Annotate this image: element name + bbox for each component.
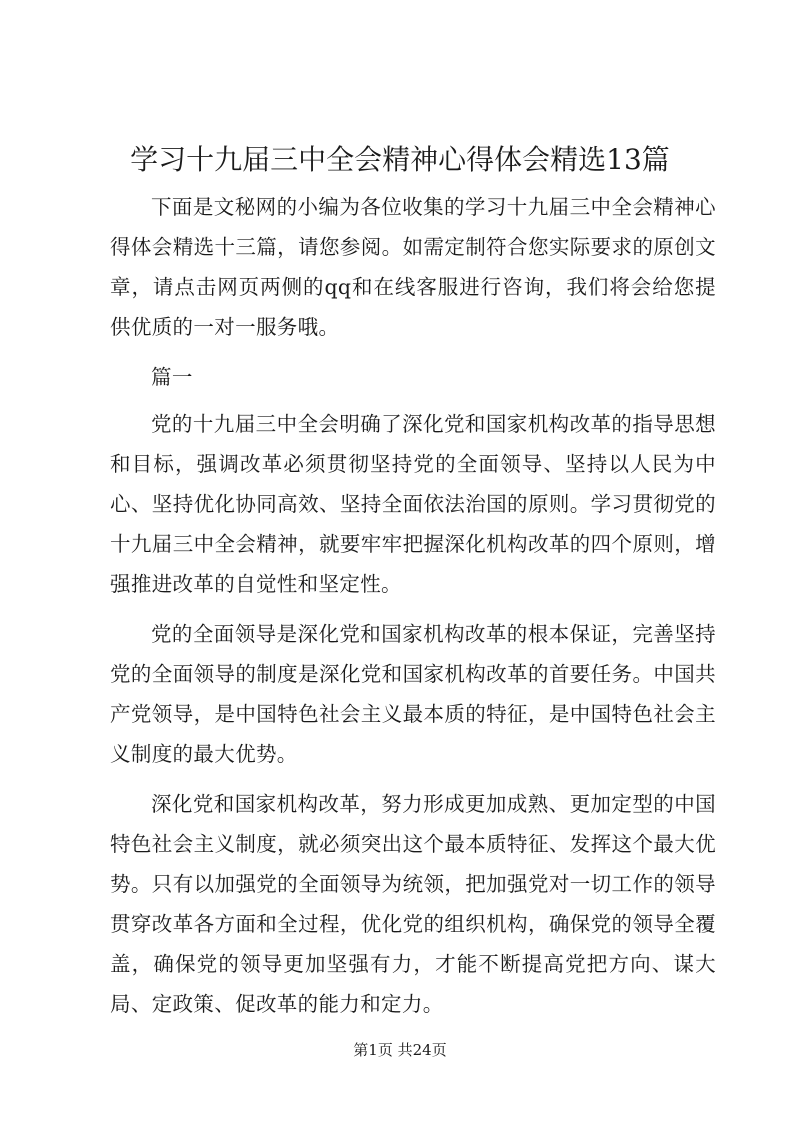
document-title: 学习十九届三中全会精神心得体会精选13篇 [130,143,670,176]
body-paragraph: 党的十九届三中全会明确了深化党和国家机构改革的指导思想和目标，强调改革必须贯彻坚持党的全面领导、坚持以人民为中心、坚持优化协同高效、坚持全面依法治国的原则。学习贯彻党的十九届三中全会精神，就要牢牢把握深化机构改革的四个原则，增强推进改革的自觉性和坚定性。 [110,412,716,596]
body-paragraph: 深化党和国家机构改革，努力形成更加成熟、更加定型的中国特色社会主义制度，就必须突出这个最本质特征、发挥这个最大优势。只有以加强党的全面领导为统领，把加强党对一切工作的领导贯穿改革各方面和全过程，优化党的组织机构，确保党的领导全覆盖，确保党的领导更加坚强有力，才能不断提高党把方向、谋大局、定政策、促改革的能力和定力。 [110,792,716,1016]
page-footer: 第1页 共24页 [353,1041,447,1059]
document-body [110,187,716,1034]
intro-paragraph: 下面是文秘网的小编为各位收集的学习十九届三中全会精神心得体会精选十三篇，请您参阅。如需定制符合您实际要求的原创文章，请点击网页两侧的qq和在线客服进行咨询，我们将会给您提供优质的一对一服务哦。 [110,195,716,339]
body-paragraph: 党的全面领导是深化党和国家机构改革的根本保证，完善坚持党的全面领导的制度是深化党和国家机构改革的首要任务。中国共产党领导，是中国特色社会主义最本质的特征，是中国特色社会主义制度的最大优势。 [110,622,716,766]
section-heading: 篇一 [151,365,193,389]
